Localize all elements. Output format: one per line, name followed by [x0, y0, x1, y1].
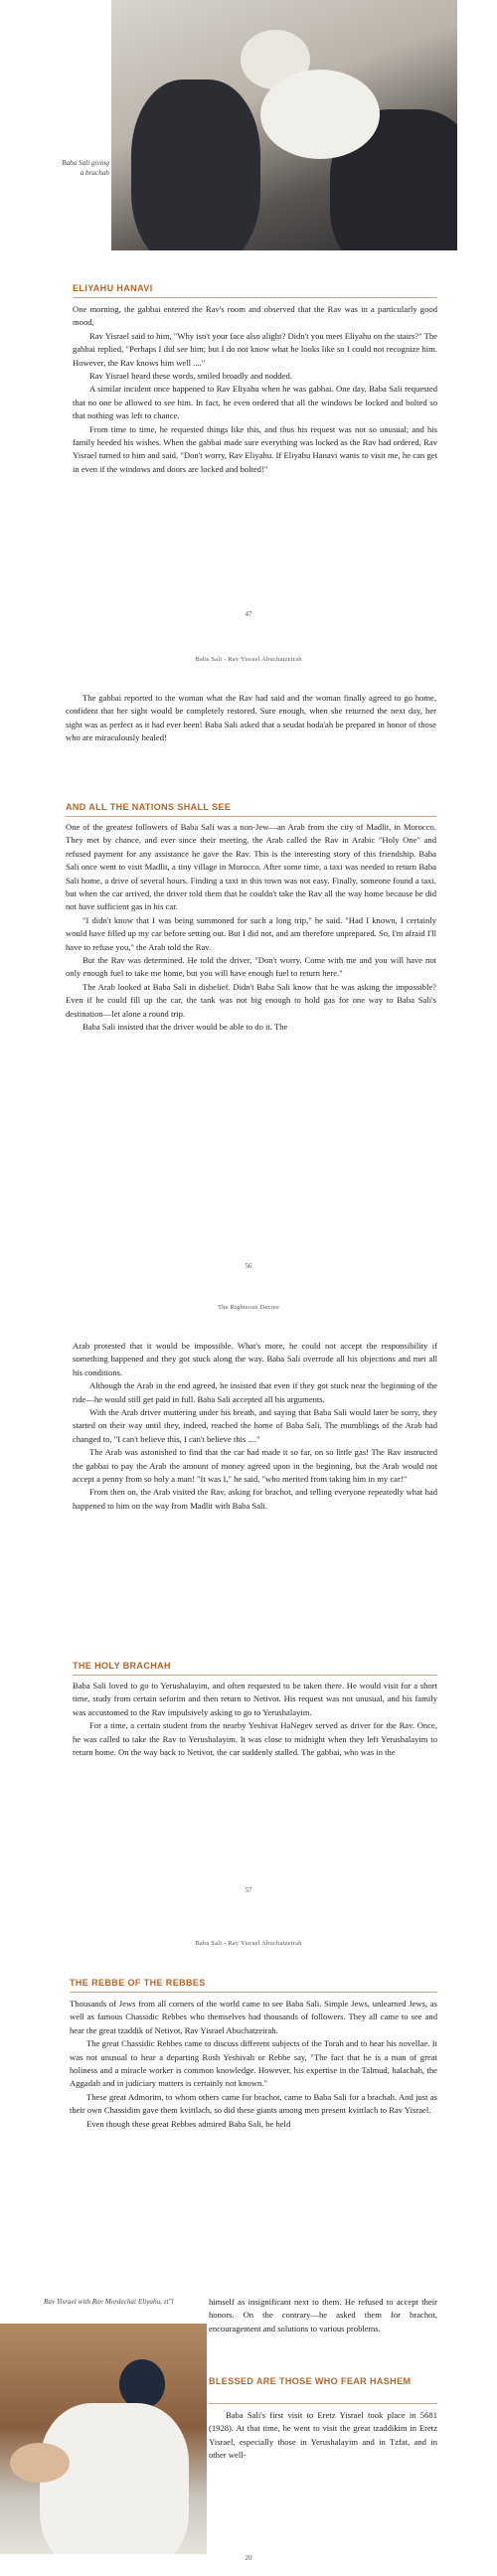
- page-number: 47: [245, 610, 252, 618]
- section-heading: ELIYAHU HANAVI: [73, 283, 153, 293]
- paragraph: Baba Sali insisted that the driver would be able to do it. The: [83, 1022, 288, 1033]
- paragraph: For a time, a certain student from the nearby Yeshivat HaNegev served as driver for the Rav. Once, he was called to take the Rav to Yerushalayim. It was close to midnight when they left Yerushalayim to return home. On the way back to Netivot, the car suddenly stalled. The gabbai, who was in the: [73, 1720, 437, 1758]
- body-text: [70, 1998, 437, 2131]
- paragraph: Although the Arab in the end agreed, he insisted that even if they got stuck near the beginning of the ride—he would still get paid in full. Baba Sali accepted all his arguments.: [73, 1380, 437, 1404]
- page-57: [0, 1282, 497, 1918]
- photo-caption: Rav Yisrael with Rav Mordechai Eliyahu, zt"l: [44, 2298, 174, 2306]
- body-text: [73, 1340, 437, 1513]
- figure-hands: [10, 2443, 70, 2483]
- paragraph: The Arab was astonished to find that the car had made it so far, on so little gas! The Rav instructed the gabbai to pay the Arab the amount of money agreed upon in the beginning, but the Arab would not accept a penny from so holy a man! "It was I," he said, "who merited from taking him in my car!": [73, 1447, 437, 1485]
- paragraph: But the Rav was determined. He told the driver, "Don't worry. Come with me and you will have not only enough fuel to take me home, but you will have enough fuel to return here.": [66, 955, 436, 979]
- paragraph: Baba Sali's first visit to Eretz Yisrael took place in 5681 (1928). At that time, he went to visit the great tzaddikim in Eretz Yisrael, especially those in Yerushalayim and in Tzfat, and in other well-: [209, 2410, 437, 2461]
- figure-head: [119, 2359, 165, 2409]
- heading-rule: [73, 1675, 437, 1676]
- page-47: [0, 0, 497, 636]
- paragraph: The great Chassidic Rebbes came to discuss different subjects of the Torah and to hear his novellae. It was not unusual to hear a departing Rosh Yeshivah or Rebbe say, "The fact that he is a man of great holiness and a miracle worker is common knowledge. However, his expertise in the Talmud, halachah, the Aggadah and in judiciary matters is certainly not known.": [70, 2038, 437, 2089]
- paragraph: These great Admorim, to whom others came for brachot, came to Baba Sali for a brachah. And just as their own Chassidim gave them kvittlach, so did these giants among men present kvittlach to Rav Yisrael.: [70, 2091, 437, 2116]
- paragraph: Thousands of Jews from all corners of the world came to see Baba Sali. Simple Jews, unlearned Jews, as well as famous Chassidic Rebbes who themselves had thousands of followers. They all came to see and hear the great tzaddik of Netivot, Rav Yisrael Abuchatzeirah.: [70, 1999, 437, 2035]
- figure-white-robe: [260, 70, 380, 159]
- figure-suit: [131, 80, 260, 250]
- photo-caption: Baba Sali giving a brachah: [62, 159, 109, 177]
- body-text-2: [209, 2409, 437, 2463]
- page-56: [0, 636, 497, 1282]
- page-number: 57: [245, 1886, 252, 1894]
- heading-rule: [73, 297, 437, 298]
- paragraph: "I didn't know that I was being summoned for such a long trip," he said. "Had I known, I certainly would have filled up my car before setting out. But I did not, and am therefore unprepared. So, I'm afraid I'll have to refuse you," the Arab told the Rav.: [66, 914, 436, 952]
- paragraph: Baba Sali loved to go to Yerushalayim, and often requested to be taken there. He would visit for a short time, study from certain seforim and then return to Netivot. His request was not unusual, and his family was accustomed to the Rav impulsively asking to go to Yerushalayim.: [73, 1681, 437, 1717]
- paragraph: Rav Yisrael said to him, "Why isn't your face also alight? Didn't you meet Eliyahu on the stairs?" The gabbai replied, "Perhaps I did see him; but I do not know what he looks like so I could not recognize him. However, the Rav knows him well ....": [73, 330, 437, 368]
- running-head: Baba Sali - Rav Yisrael Abuchatzeirah: [195, 656, 302, 663]
- section-heading: AND ALL THE NATIONS SHALL SEE: [66, 802, 232, 812]
- paragraph: Arab protested that it would be impossible. What's more, he could not accept the responsibility if something happened and they got stuck along the way. Baba Sali overrode all his objections and met all his conditions.: [73, 1341, 437, 1377]
- body-text: [73, 303, 437, 476]
- body-text-top: [66, 692, 436, 745]
- paragraph: A similar incident once happened to Rav Eliyahu when he was gabbai. One day, Baba Sali requested that no one be allowed to see him. In fact, he even ordered that all the windows be locked and bolted so that nothing was left to chance.: [73, 384, 437, 421]
- paragraph: From then on, the Arab visited the Rav, asking for brachot, and telling everyone repeatedly what had happened to him on the way from Madlit with Baba Sali.: [73, 1487, 437, 1511]
- paragraph: With the Arab driver muttering under his breath, and saying that Baba Sali would later be sorry, they started on their way until they, indeed, reached the home of Baba Sali. The mumblings of the Arab had changed to, "I can't believe this, I can't believe this ....": [73, 1407, 437, 1444]
- section-heading: THE REBBE OF THE REBBES: [70, 1978, 206, 1988]
- running-head: Baba Sali - Rav Yisrael Abuchatzeirah: [195, 1940, 302, 1947]
- photo-baba-sali-brachah: [111, 0, 457, 250]
- paragraph: One of the greatest followers of Baba Sali was a non-Jew—an Arab from the city of Madlit, in Morocco. They met by chance, and ever since their meeting, the Arab called the Rav in Arabic "Holy One" and refused payment for any assistance he gave the Rav. This is the interesting story of this friendship. Baba Sali once went to visit Madlit, a tiny village in Morocco. After some time, a taxi was needed to return Baba Sali home, a drive of several hours. Finding a taxi in this town was not easy. Finally, someone found a taxi, but when the car arrived, the driver told them that he couldn't take the Rav all the way home because he did not have sufficient gas in his car.: [66, 822, 436, 912]
- section-heading: THE HOLY BRACHAH: [73, 1661, 171, 1671]
- body-text-wrap: [209, 2296, 437, 2335]
- photo-rav-yisrael: [0, 2324, 207, 2554]
- paragraph: Even though these great Rebbes admired Baba Sali, he held: [86, 2118, 291, 2129]
- paragraph: Rav Yisrael heard these words, smiled broadly and nodded.: [89, 371, 292, 382]
- heading-rule: [66, 816, 436, 817]
- running-head: The Righteous Decree: [217, 1304, 280, 1311]
- page-20: [0, 1918, 497, 2576]
- section-heading-2: BLESSED ARE THOSE WHO FEAR HASHEM: [209, 2376, 412, 2386]
- paragraph: From time to time, he requested things like this, and thus his request was not so unusual; and his family heeded his wishes. When the gabbai made sure everything was locked as the Rav had ordered, Rav Yisrael turned to him and said, "Don't worry, Rav Eliyahu. If Eliyahu Hanavi wants to visit me, he can get in even if the windows and doors are locked and bolted!": [73, 423, 437, 474]
- body-text-2: [73, 1680, 437, 1759]
- heading-rule: [70, 1992, 437, 1993]
- paragraph: The Arab looked at Baba Sali in disbelief. Didn't Baba Sali know that he was asking the impossible? Even if he could fill up the car, the tank was not big enough to hold gas for one way to Baba Sali's destination—let alone a round trip.: [66, 981, 436, 1019]
- figure-robe: [40, 2403, 189, 2554]
- page-number: 20: [245, 2554, 252, 2562]
- body-text: [66, 821, 436, 1035]
- paragraph: himself as insignificant next to them. He refused to accept their honors. On the contrary—he asked them for brachot, encouragement and solutions to various problems.: [209, 2297, 437, 2334]
- paragraph: The gabbai reported to the woman what the Rav had said and the woman finally agreed to go home, confident that her sight would be completely restored. Sure enough, when she returned the next day, her sight was as perfect as it had ever been! Baba Sali asked that a seudat hoda'ah be prepared in honor of those who are miraculously healed!: [66, 693, 436, 743]
- heading-rule: [209, 2403, 437, 2404]
- page-number: 56: [245, 1262, 252, 1270]
- paragraph: One morning, the gabbai entered the Rav's room and observed that the Rav was in a particularly good mood,: [73, 304, 437, 328]
